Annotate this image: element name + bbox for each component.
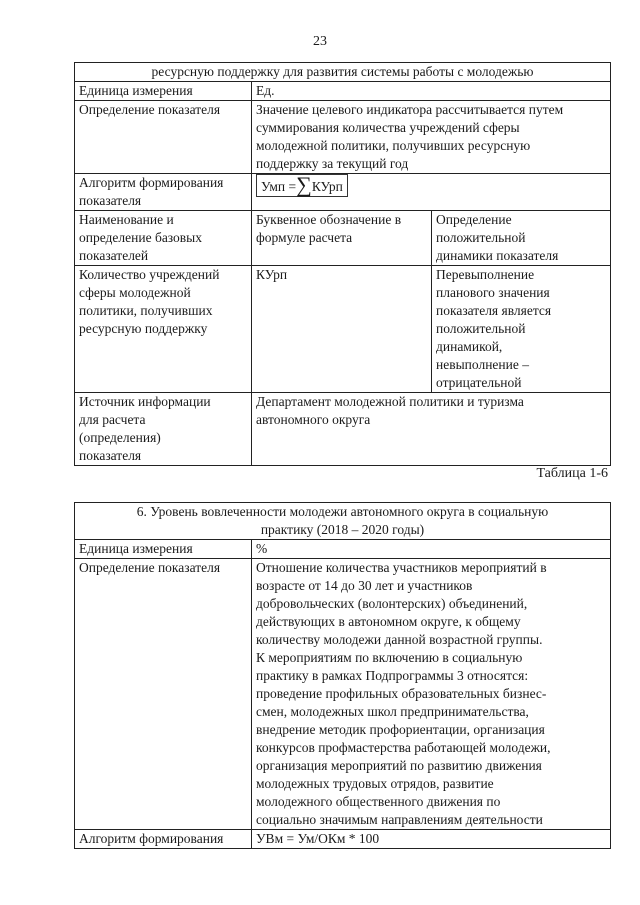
table-row — [75, 540, 611, 559]
indicator-table-6 — [74, 502, 611, 849]
indicator-table-5 — [74, 62, 611, 466]
algorithm-formula: УВм = Ум/ОКм * 100 — [252, 830, 611, 849]
table-caption: Таблица 1-6 — [536, 466, 608, 481]
dynamics-column-header: Определение положительной динамики показателя — [432, 211, 611, 266]
formula — [256, 174, 348, 197]
unit-label: Единица измерения — [75, 540, 252, 559]
table-row — [75, 101, 611, 174]
table-title-continuation: ресурсную поддержку для развития системы работы с молодежью — [75, 63, 611, 82]
base-indicator-dynamics: Перевыполнение планового значения показателя является положительной динамикой, невыполнение – отрицательной — [432, 266, 611, 393]
source-label: Источник информации для расчета (определения) показателя — [75, 393, 252, 466]
definition-value: Значение целевого индикатора рассчитывается путем суммирования количества учреждений сферы молодежной политики, получивших ресурсную поддержку за текущий год — [252, 101, 611, 174]
table-row — [75, 559, 611, 830]
definition-label: Определение показателя — [75, 101, 252, 174]
table-row — [75, 830, 611, 849]
definition-label: Определение показателя — [75, 559, 252, 830]
base-indicator-symbol: КУрп — [252, 266, 432, 393]
table-row — [75, 266, 611, 393]
algorithm-label: Алгоритм формирования показателя — [75, 174, 252, 211]
unit-label: Единица измерения — [75, 82, 252, 101]
formula-right: КУрп — [311, 179, 343, 194]
formula-left: Умп = — [261, 179, 297, 194]
unit-value: Ед. — [252, 82, 611, 101]
formula-cell — [252, 174, 611, 211]
source-value: Департамент молодежной политики и туризма автономного округа — [252, 393, 611, 466]
table-row — [75, 211, 611, 266]
table-row — [75, 63, 611, 82]
unit-value: % — [252, 540, 611, 559]
base-indicators-label: Наименование и определение базовых показателей — [75, 211, 252, 266]
definition-value: Отношение количества участников мероприятий в возрасте от 14 до 30 лет и участников добровольческих (волонтерских) объединений, действующих в автономном округе, к общему количеству молодежи данной возрастной группы. К мероприятиям по включению в социальную практику в рамках Подпрограммы 3 относятся: проведение профильных образовательных бизнес- смен, молодежных школ предпринимательства, внедрение методик профориентации, организация конкурсов профмастерства работающей молодежи, организация мероприятий по развитию движения молодежных трудовых отрядов, развитие молодежного общественного движения по социально значимым направлениям деятельности — [252, 559, 611, 830]
sum-icon: ∑ — [296, 172, 312, 197]
table-row — [75, 174, 611, 211]
symbol-column-header: Буквенное обозначение в формуле расчета — [252, 211, 432, 266]
table-row — [75, 503, 611, 540]
table-row — [75, 82, 611, 101]
table-title: 6. Уровень вовлеченности молодежи автономного округа в социальную практику (2018 – 2020 годы) — [75, 503, 611, 540]
algorithm-label: Алгоритм формирования — [75, 830, 252, 849]
base-indicator-name: Количество учреждений сферы молодежной политики, получивших ресурсную поддержку — [75, 266, 252, 393]
page-number: 23 — [313, 34, 327, 49]
table-row — [75, 393, 611, 466]
